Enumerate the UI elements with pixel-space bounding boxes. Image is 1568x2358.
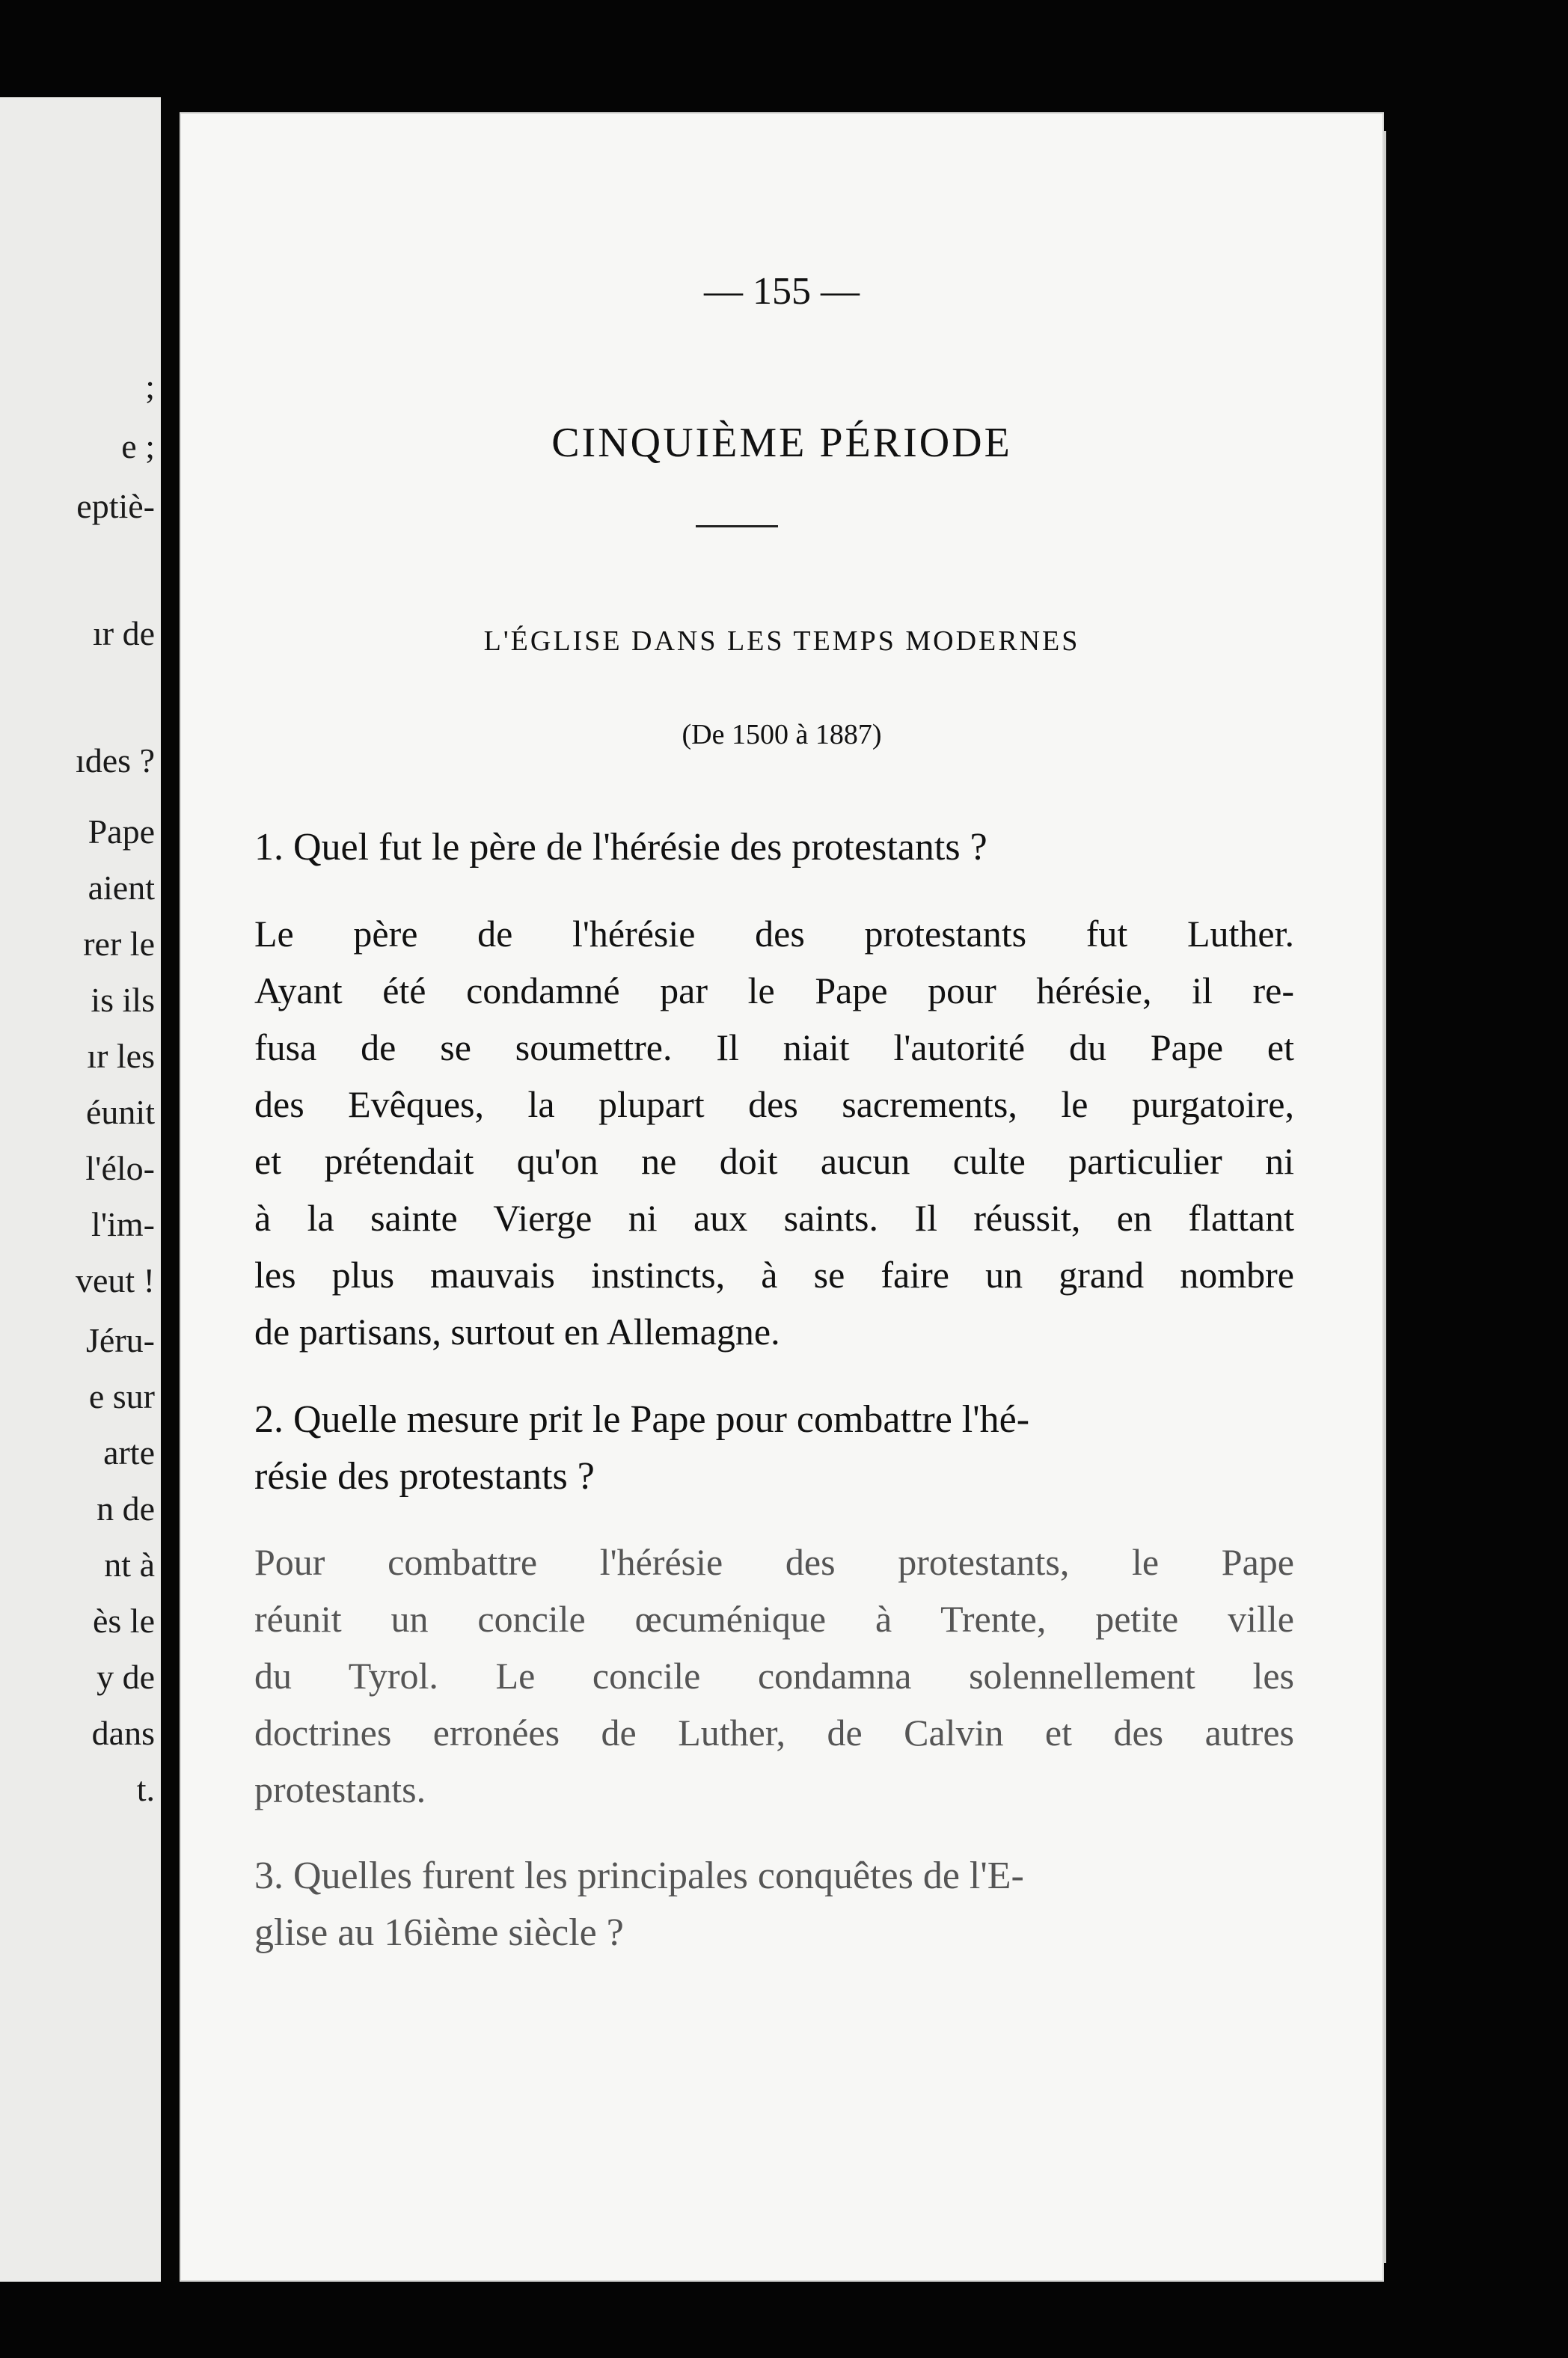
question-1 — [254, 819, 1302, 876]
date-range: (De 1500 à 1887) — [682, 719, 882, 750]
title-divider — [696, 525, 778, 527]
left-page-line: ıdes ? — [75, 741, 155, 780]
question-line: 2. Quelle mesure prit le Pape pour combattre l'hé- — [254, 1398, 1030, 1441]
left-page-line: éunit — [86, 1093, 155, 1131]
question-line: glise au 16ième siècle ? — [254, 1911, 624, 1954]
answer-line: de partisans, surtout en Allemagne. — [254, 1311, 780, 1353]
left-page-line: ır de — [92, 614, 155, 652]
book-page — [180, 112, 1384, 2282]
answer-line: les plus mauvais instincts, à se faire un grand nombre — [254, 1254, 1294, 1296]
question-line: 1. Quel fut le père de l'hérésie des protestants ? — [254, 826, 987, 869]
left-page-line: arte — [103, 1433, 155, 1472]
left-page-line: ; — [145, 367, 155, 405]
answer-line: doctrines erronées de Luther, de Calvin et des autres — [254, 1712, 1294, 1754]
left-page-line: aient — [88, 869, 155, 907]
left-page-line: ès le — [92, 1602, 155, 1640]
answer-line: et prétendait qu'on ne doit aucun culte particulier ni — [254, 1140, 1294, 1182]
answer-line: Le père de l'hérésie des protestants fut Luther. — [254, 913, 1294, 955]
question-2 — [254, 1391, 1302, 1505]
left-facing-page — [0, 97, 161, 2282]
left-page-line: dans — [91, 1714, 155, 1752]
answer-line: protestants. — [254, 1768, 426, 1810]
answer-line: à la sainte Vierge ni aux saints. Il réussit, en flattant — [254, 1197, 1294, 1239]
left-page-line: eptiè- — [76, 487, 155, 525]
answer-line: des Evêques, la plupart des sacrements, le purgatoire, — [254, 1083, 1294, 1125]
answer-2 — [254, 1534, 1294, 1818]
left-page-line: rer le — [83, 925, 155, 963]
left-page-line: e sur — [88, 1377, 155, 1415]
answer-line: fusa de se soumettre. Il niait l'autorité du Pape et — [254, 1026, 1294, 1068]
page-number: — 155 — — [704, 270, 860, 313]
answer-1 — [254, 905, 1294, 1360]
left-page-line: veut ! — [75, 1261, 155, 1299]
left-page-line: is ils — [91, 981, 155, 1019]
answer-line: réunit un concile œcuménique à Trente, petite ville — [254, 1598, 1294, 1640]
left-page-line: Pape — [88, 812, 155, 851]
left-page-line: t. — [136, 1770, 155, 1808]
question-line: résie des protestants ? — [254, 1455, 595, 1498]
answer-line: Pour combattre l'hérésie des protestants, le Pape — [254, 1541, 1294, 1583]
left-page-line: l'im- — [91, 1205, 155, 1243]
question-3 — [254, 1848, 1302, 1962]
section-title: L'ÉGLISE DANS LES TEMPS MODERNES — [483, 625, 1080, 657]
left-page-line: y de — [97, 1658, 155, 1696]
answer-line: Ayant été condamné par le Pape pour hérésie, il re- — [254, 970, 1294, 1011]
period-title: CINQUIÈME PÉRIODE — [551, 420, 1012, 466]
answer-line: du Tyrol. Le concile condamna solennellement les — [254, 1655, 1294, 1697]
question-line: 3. Quelles furent les principales conquêtes de l'E- — [254, 1855, 1024, 1897]
left-page-line: Jéru- — [86, 1321, 155, 1359]
left-page-line: l'élo- — [85, 1149, 155, 1187]
left-page-line: ır les — [87, 1037, 155, 1075]
left-page-line: nt à — [104, 1546, 155, 1584]
left-page-line: n de — [97, 1489, 155, 1528]
left-page-line: e ; — [121, 427, 155, 465]
